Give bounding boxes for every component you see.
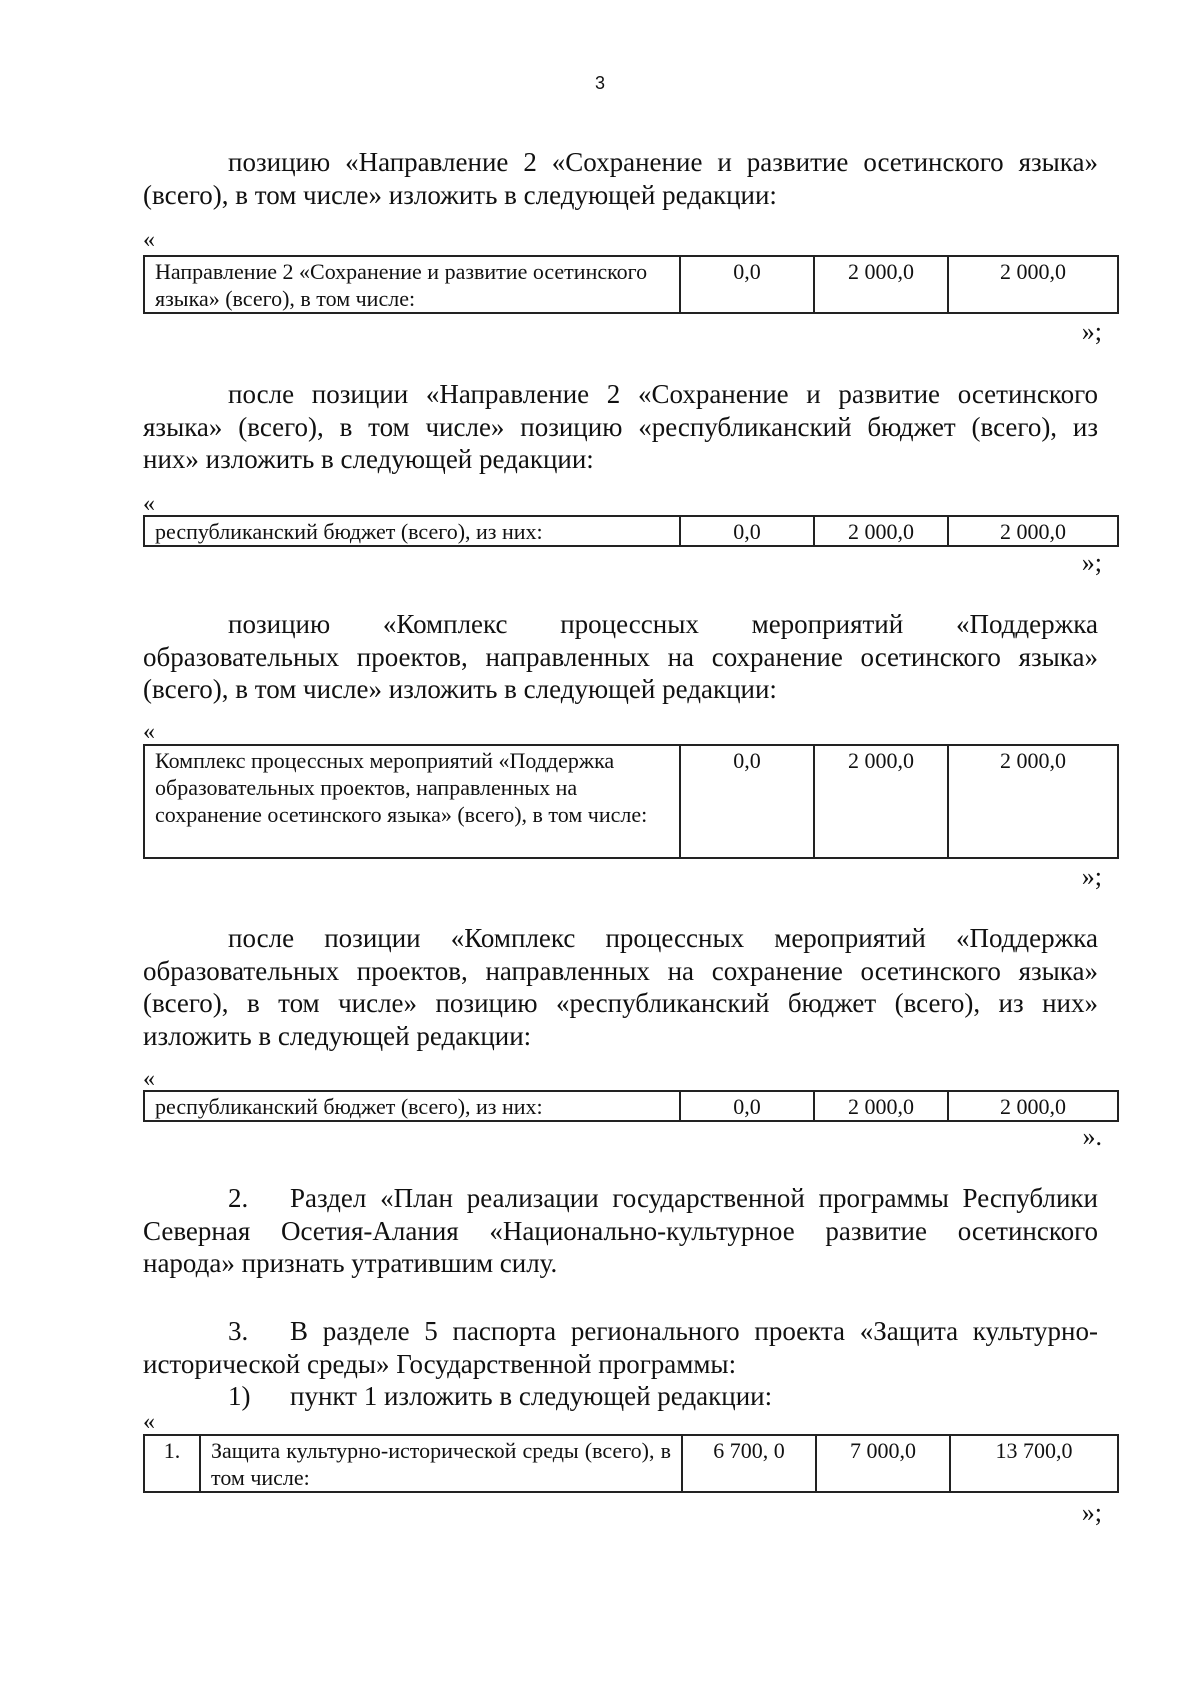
amendment-table-5 <box>143 1434 1119 1493</box>
item-number: 3. <box>228 1316 249 1346</box>
item-2-paragraph <box>143 1182 1098 1280</box>
row-number: 1. <box>144 1435 200 1492</box>
paragraph-line: народа» признать утратившим силу. <box>143 1248 558 1278</box>
paragraph-line: изложить в следующей редакции: <box>143 1020 532 1051</box>
paragraph-line: после позиции «Комплекс процессных мероприятий «Поддержка <box>228 923 1098 953</box>
close-quote: »; <box>1081 1498 1102 1527</box>
amendment-paragraph-1 <box>143 146 1098 211</box>
value-cell: 2 000,0 <box>948 745 1118 858</box>
value-cell: 13 700,0 <box>950 1435 1118 1492</box>
row-label: республиканский бюджет (всего), из них: <box>144 1091 680 1121</box>
open-quote: « <box>143 227 155 253</box>
table-row <box>144 745 1118 858</box>
table-row <box>144 1435 1118 1492</box>
paragraph-line: языка» (всего), в том числе» позицию «республиканский бюджет (всего), из <box>143 411 1098 442</box>
paragraph-line: (всего), в том числе» позицию «республиканский бюджет (всего), из них» <box>143 988 1098 1018</box>
value-cell: 7 000,0 <box>816 1435 950 1492</box>
value-cell: 2 000,0 <box>814 1091 948 1121</box>
close-quote: »; <box>1081 862 1102 891</box>
amendment-paragraph-2 <box>143 378 1098 476</box>
value-cell: 2 000,0 <box>814 516 948 546</box>
amendment-paragraph-4 <box>143 922 1098 1052</box>
item-3-paragraph <box>143 1315 1098 1413</box>
close-quote: »; <box>1081 548 1102 577</box>
value-cell: 0,0 <box>680 516 814 546</box>
table-row <box>144 256 1118 313</box>
paragraph-line: них» изложить в следующей редакции: <box>143 444 594 474</box>
sub-item-number: 1) <box>228 1381 251 1411</box>
paragraph-line: позицию «Направление 2 «Сохранение и развитие осетинского языка» <box>228 147 1098 177</box>
paragraph-line: 3. В разделе 5 паспорта регионального проекта «Защита культурно- <box>228 1316 1098 1346</box>
value-cell: 0,0 <box>680 745 814 858</box>
table-row <box>144 1091 1118 1121</box>
row-label: Направление 2 «Сохранение и развитие осетинского языка» (всего), в том числе: <box>144 256 680 313</box>
open-quote: « <box>143 491 155 517</box>
paragraph-line: (всего), в том числе» изложить в следующей редакции: <box>143 179 777 210</box>
value-cell: 0,0 <box>680 1091 814 1121</box>
paragraph-line: образовательных проектов, направленных на сохранение осетинского языка» <box>143 955 1098 986</box>
row-label: Комплекс процессных мероприятий «Поддержка образовательных проектов, направленных на сохранение осетинского языка» (всего), в том числе: <box>144 745 680 858</box>
value-cell: 2 000,0 <box>814 256 948 313</box>
paragraph-line: после позиции «Направление 2 «Сохранение и развитие осетинского <box>228 379 1098 409</box>
value-cell: 2 000,0 <box>948 516 1118 546</box>
value-cell: 2 000,0 <box>814 745 948 858</box>
row-label: Защита культурно-исторической среды (всего), в том числе: <box>200 1435 682 1492</box>
value-cell: 0,0 <box>680 256 814 313</box>
table-row <box>144 516 1118 546</box>
item-number: 2. <box>228 1183 249 1213</box>
open-quote: « <box>143 1409 155 1435</box>
amendment-paragraph-3 <box>143 608 1098 706</box>
row-label: республиканский бюджет (всего), из них: <box>144 516 680 546</box>
paragraph-line: 2. Раздел «План реализации государственной программы Республики <box>228 1183 1098 1213</box>
value-cell: 2 000,0 <box>948 256 1118 313</box>
paragraph-line: исторической среды» Государственной программы: <box>143 1348 737 1379</box>
amendment-table-2 <box>143 515 1119 547</box>
value-cell: 6 700, 0 <box>682 1435 816 1492</box>
close-quote: ». <box>1082 1122 1102 1151</box>
open-quote: « <box>143 1066 155 1092</box>
open-quote: « <box>143 719 155 745</box>
close-quote: »; <box>1081 317 1102 346</box>
paragraph-line: (всего), в том числе» изложить в следующей редакции: <box>143 674 777 704</box>
page-number: 3 <box>594 73 605 93</box>
paragraph-line: Северная Осетия-Алания «Национально-культурное развитие осетинского <box>143 1215 1098 1246</box>
sub-item-line: 1) пункт 1 изложить в следующей редакции: <box>228 1381 773 1411</box>
amendment-table-4 <box>143 1090 1119 1122</box>
paragraph-line: позицию «Комплекс процессных мероприятий «Поддержка <box>228 609 1098 639</box>
amendment-table-3 <box>143 744 1119 859</box>
value-cell: 2 000,0 <box>948 1091 1118 1121</box>
amendment-table-1 <box>143 255 1119 314</box>
paragraph-line: образовательных проектов, направленных на сохранение осетинского языка» <box>143 641 1098 672</box>
